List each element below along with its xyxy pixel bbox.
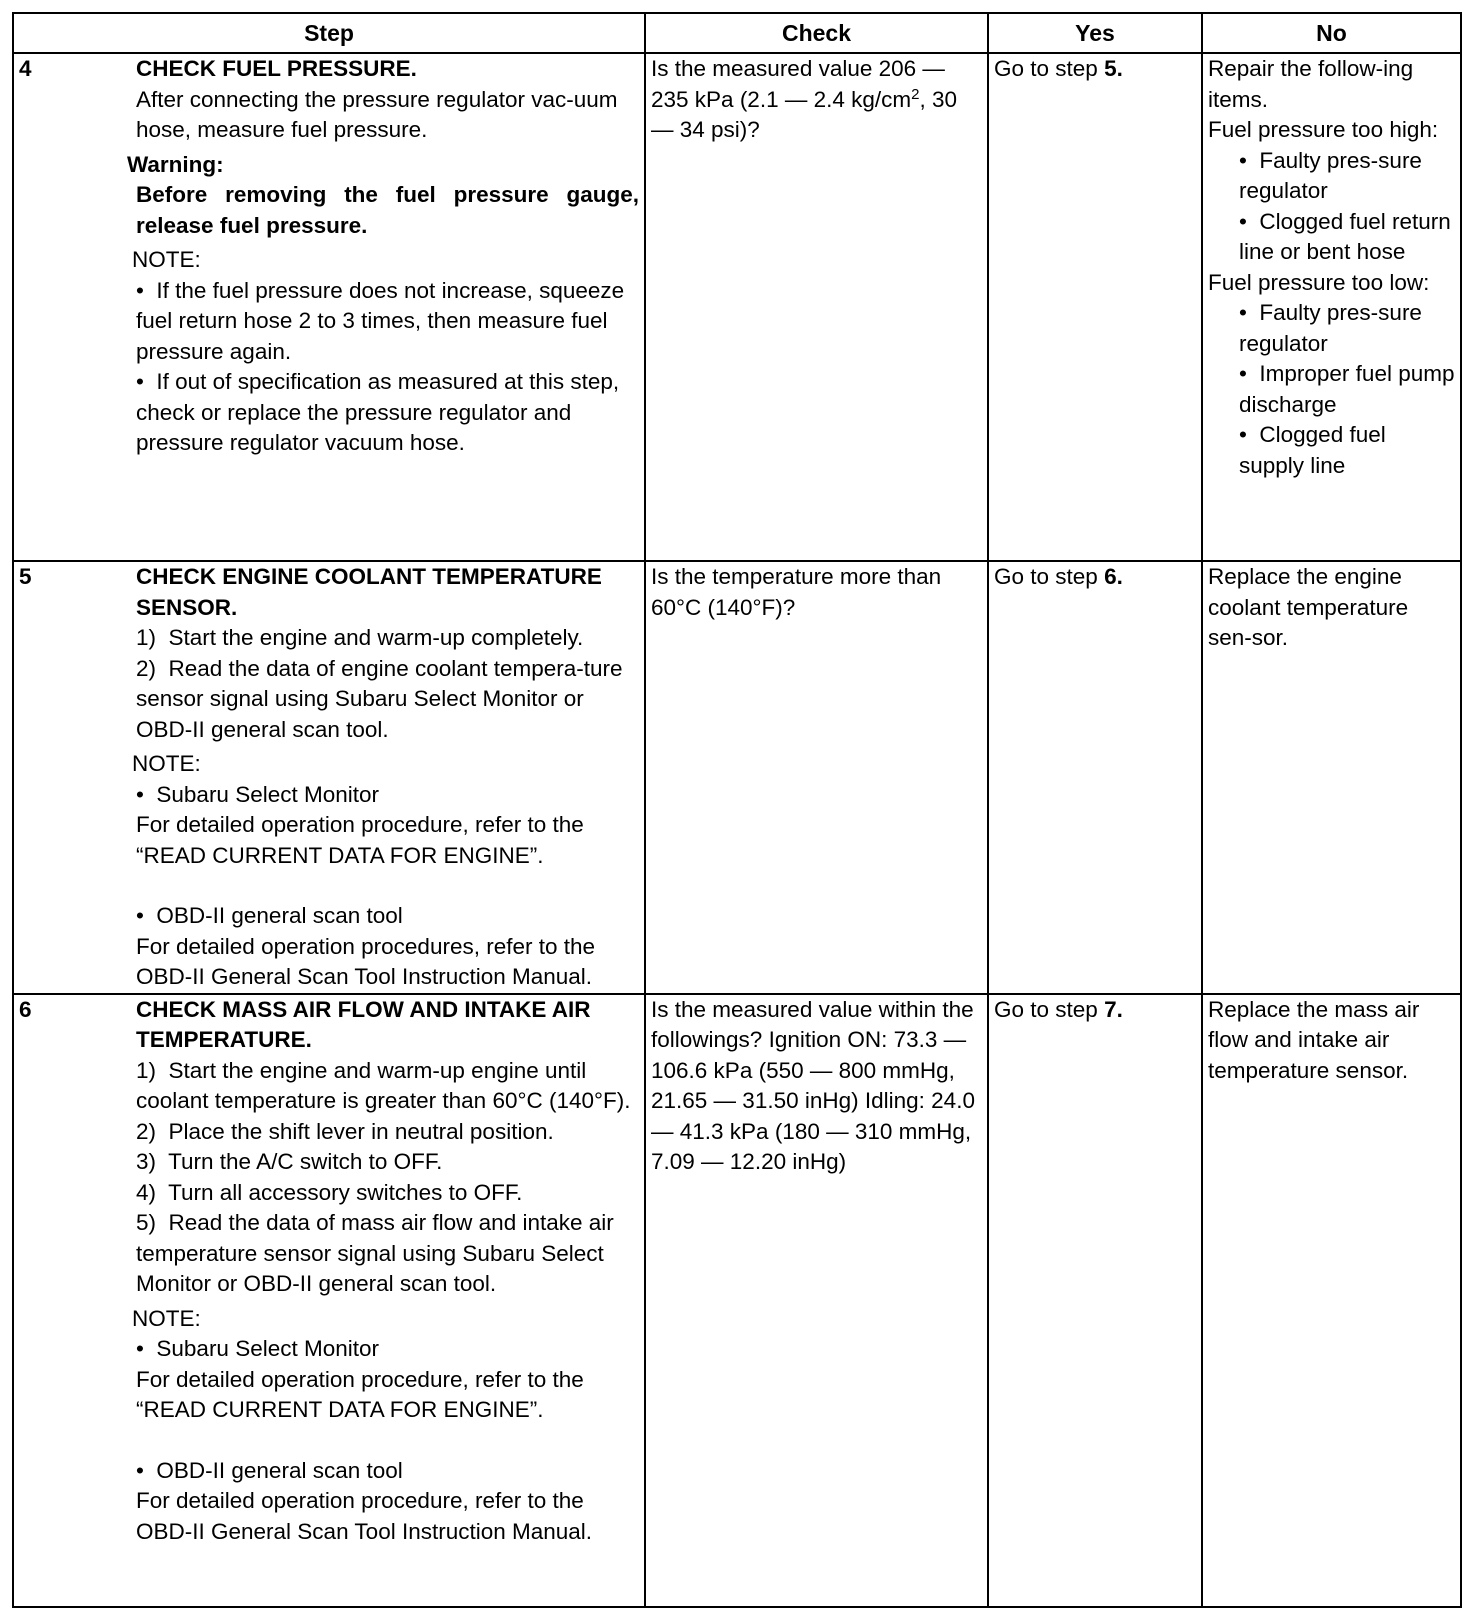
check-cell: Is the measured value within the followings? Ignition ON: 73.3 — 106.6 kPa (550 — 800 mmHg, 21.65 — 31.50 inHg) Idling: 24.0 — 41.3 kPa (180 — 310 mmHg, 7.09 — 12.20 inHg) [645,994,988,1608]
warning-label: Warning: [127,151,224,177]
header-step: Step [13,13,645,53]
note-label: NOTE: [132,751,201,776]
no-high-heading: Fuel pressure too high: [1208,117,1439,142]
step-number: 6 [19,996,32,1022]
note-bullet: • Subaru Select Monitor [136,780,639,811]
yes-step-ref: 7. [1104,996,1123,1022]
check-superscript: 2 [911,85,920,103]
header-no: No [1202,13,1461,53]
step-instruction: 4) Turn all accessory switches to OFF. [136,1179,523,1205]
yes-cell [988,561,1202,994]
note-text: For detailed operation procedures, refer to the OBD-II General Scan Tool Instruction Manual. [136,933,596,989]
note-bullet: • If out of specification as measured at this step, check or replace the pressure regulator and pressure regulator vacuum hose. [136,367,639,459]
step-number: 4 [19,56,32,81]
no-list-item: • Clogged fuel supply line [1239,420,1455,481]
step-title: CHECK ENGINE COOLANT TEMPERATURE SENSOR. [136,564,602,620]
step-instruction: 2) Place the shift lever in neutral position. [136,1118,554,1144]
yes-step-ref: 6. [1104,564,1123,589]
no-list-item: • Faulty pres-sure regulator [1239,298,1455,359]
step-number: 5 [19,564,32,589]
table-row [13,53,1461,561]
no-intro: Repair the follow-ing items. [1208,56,1414,112]
step-cell [13,561,645,994]
note-label: NOTE: [132,1305,201,1331]
header-check: Check [645,13,988,53]
step-instruction: 2) Read the data of engine coolant tempera-ture sensor signal using Subaru Select Monitor or OBD-II general scan tool. [136,655,623,742]
table-header-row [13,13,1461,53]
no-low-heading: Fuel pressure too low: [1208,269,1430,295]
note-text: For detailed operation procedure, refer to the “READ CURRENT DATA FOR ENGINE”. [136,812,584,868]
no-cell: Replace the engine coolant temperature sen-sor. [1202,561,1461,994]
step-instruction: 5) Read the data of mass air flow and intake air temperature sensor signal using Subaru Select Monitor or OBD-II general scan tool. [136,1210,614,1296]
check-text-cont: , 30 — 34 psi)? [651,86,957,142]
note-bullet: • OBD-II general scan tool [136,901,639,932]
check-text: Is the measured value 206 — 235 kPa (2.1 — 2.4 kg/cm [651,56,945,112]
step-instruction: 1) Start the engine and warm-up completely. [136,625,584,650]
yes-cell [988,994,1202,1608]
header-yes: Yes [988,13,1202,53]
step-instruction: 3) Turn the A/C switch to OFF. [136,1149,443,1174]
yes-text: Go to step [994,56,1105,81]
yes-step-ref: 5. [1104,56,1123,81]
check-cell: Is the temperature more than 60°C (140°F)? [645,561,988,994]
table-row [13,561,1461,994]
note-text: For detailed operation procedure, refer to the “READ CURRENT DATA FOR ENGINE”. [136,1366,584,1422]
note-bullet: • OBD-II general scan tool [136,1456,639,1487]
step-intro: After connecting the pressure regulator vac-uum hose, measure fuel pressure. [136,86,618,142]
step-instruction: 1) Start the engine and warm-up engine until coolant temperature is greater than 60°C (140°F). [136,1057,631,1113]
note-label: NOTE: [132,247,201,272]
diagnostic-procedure-table [12,12,1462,1608]
no-cell: Replace the mass air flow and intake air temperature sensor. [1202,994,1461,1608]
note-bullet: • If the fuel pressure does not increase, squeeze fuel return hose 2 to 3 times, then measure fuel pressure again. [136,276,639,368]
warning-text: Before removing the fuel pressure gauge, release fuel pressure. [136,182,639,238]
no-list-item: • Faulty pres-sure regulator [1239,146,1455,207]
step-title: CHECK FUEL PRESSURE. [136,56,417,81]
step-cell [13,53,645,561]
no-cell [1202,53,1461,561]
check-cell [645,53,988,561]
step-cell [13,994,645,1608]
yes-text: Go to step [994,564,1105,589]
no-list-item: • Clogged fuel return line or bent hose [1239,207,1455,268]
note-bullet: • Subaru Select Monitor [136,1334,639,1365]
table-row [13,994,1461,1608]
step-title: CHECK MASS AIR FLOW AND INTAKE AIR TEMPERATURE. [136,996,591,1052]
no-list-item: • Improper fuel pump discharge [1239,359,1455,420]
yes-cell [988,53,1202,561]
note-text: For detailed operation procedure, refer to the OBD-II General Scan Tool Instruction Manual. [136,1488,593,1544]
yes-text: Go to step [994,996,1105,1022]
